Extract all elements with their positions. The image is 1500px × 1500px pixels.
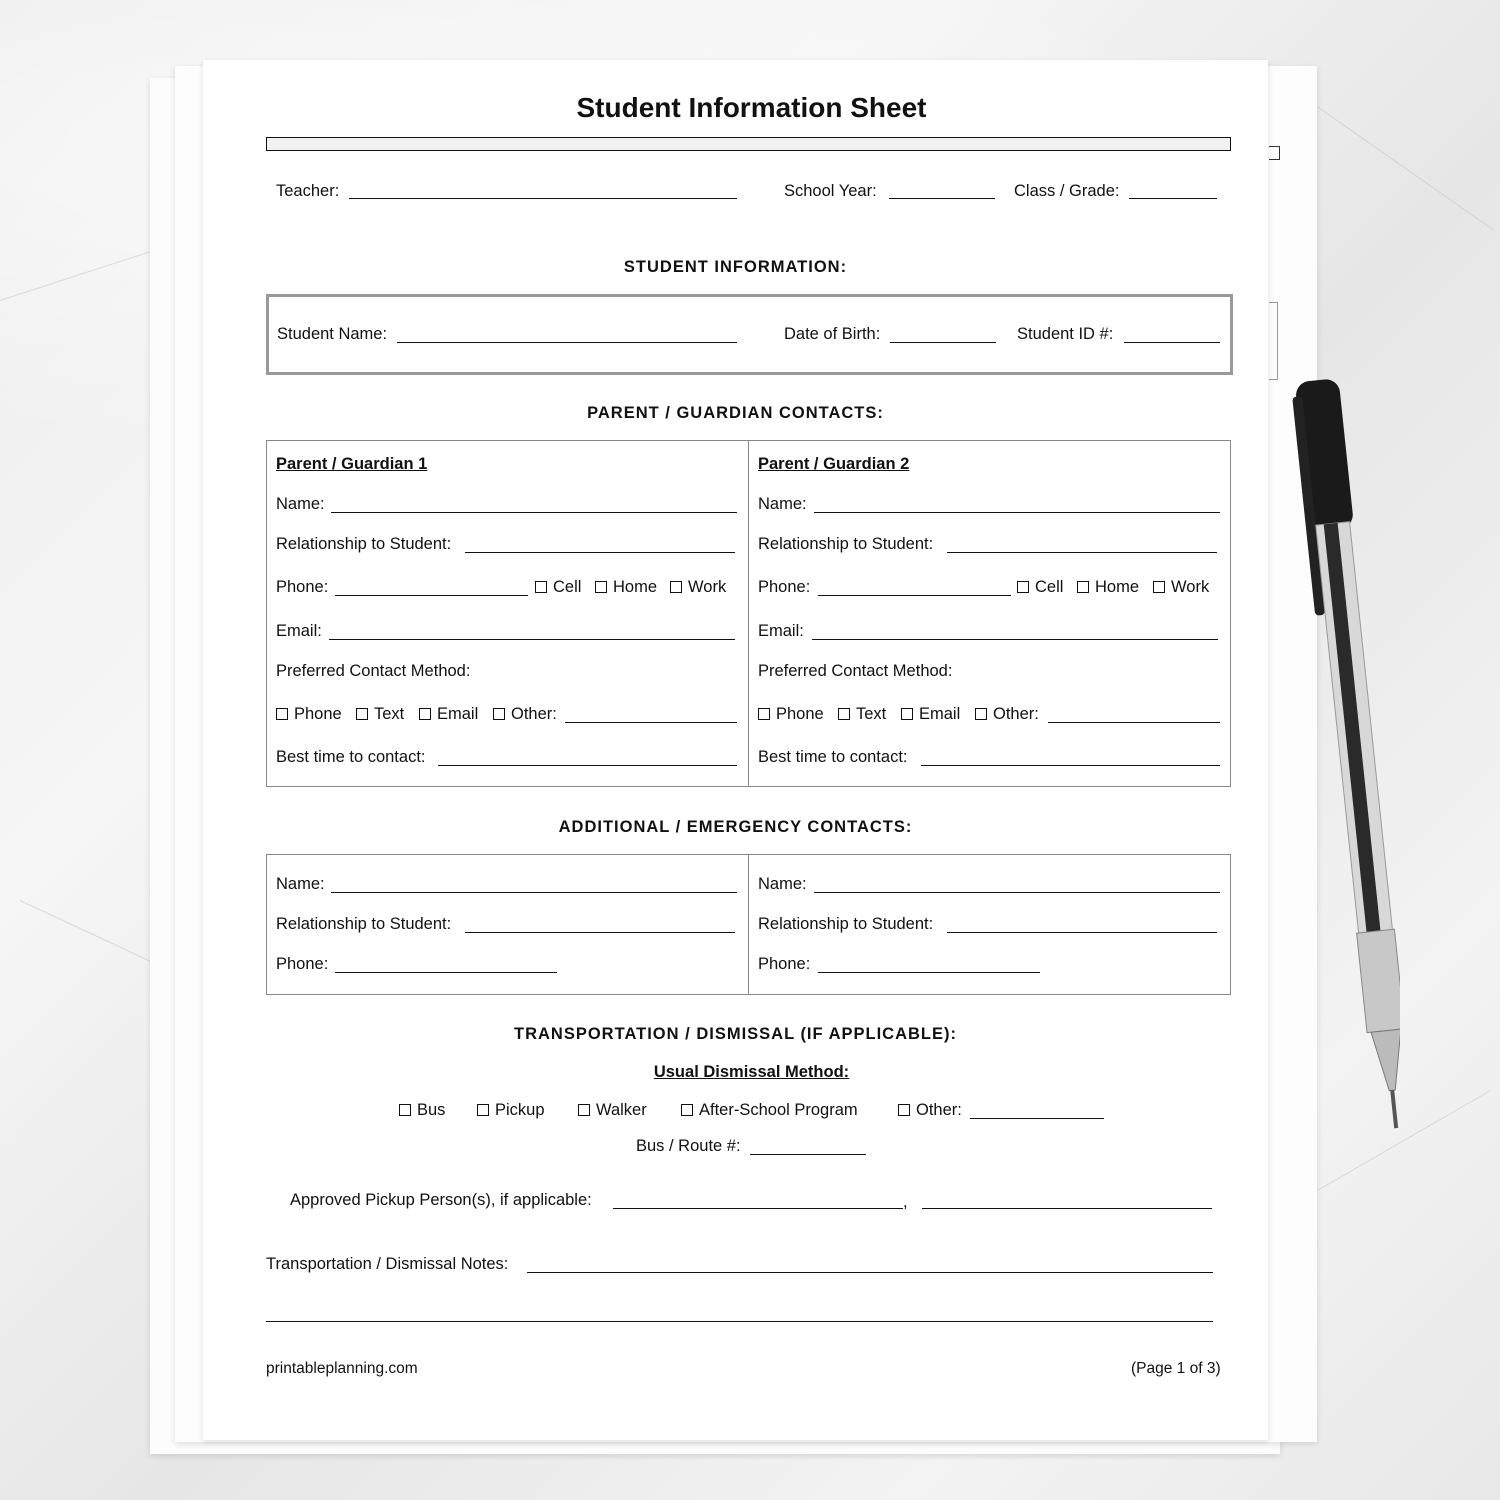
guardian-2-method-other[interactable]: Other: <box>975 705 1039 724</box>
notes-label: Transportation / Dismissal Notes: <box>266 1255 509 1273</box>
guardian-1-name-label: Name: <box>276 495 325 513</box>
checkbox[interactable] <box>493 708 505 720</box>
checkbox[interactable] <box>535 581 547 593</box>
checkbox[interactable] <box>901 708 913 720</box>
guardian-1-relationship-label: Relationship to Student: <box>276 535 452 553</box>
student-info-heading: STUDENT INFORMATION: <box>623 258 848 276</box>
checkbox[interactable] <box>838 708 850 720</box>
checkbox[interactable] <box>670 581 682 593</box>
page-title: Student Information Sheet <box>576 92 927 123</box>
checkbox[interactable] <box>975 708 987 720</box>
guardian-2-method-text[interactable]: Text <box>838 705 886 724</box>
checkbox[interactable] <box>419 708 431 720</box>
guardian-2-phone-label: Phone: <box>758 578 811 596</box>
guardian-1-email-label: Email: <box>276 622 322 640</box>
checkbox[interactable] <box>477 1104 489 1116</box>
guardian-1-method-email[interactable]: Email <box>419 705 478 724</box>
guardian-2-name-label: Name: <box>758 495 807 513</box>
emergency-2-phone-field[interactable] <box>818 972 1040 973</box>
guardian-1-method-text[interactable]: Text <box>356 705 404 724</box>
class-grade-label: Class / Grade: <box>1014 182 1120 200</box>
guardian-2-preferred-label: Preferred Contact Method: <box>758 662 953 680</box>
emergency-1-phone-label: Phone: <box>276 955 329 973</box>
school-year-label: School Year: <box>784 182 877 200</box>
checkbox[interactable] <box>1153 581 1165 593</box>
dob-label: Date of Birth: <box>784 325 881 343</box>
guardian-1-preferred-label: Preferred Contact Method: <box>276 662 471 680</box>
guardian-1-phone-label: Phone: <box>276 578 329 596</box>
checkbox[interactable] <box>595 581 607 593</box>
bus-route-label: Bus / Route #: <box>636 1137 741 1155</box>
guardian-2-work-option[interactable]: Work <box>1153 578 1209 597</box>
guardian-2-cell-option[interactable]: Cell <box>1017 578 1063 597</box>
information-sheet <box>203 60 1268 1440</box>
teacher-field[interactable] <box>349 198 737 199</box>
notes-field-2[interactable] <box>266 1321 1213 1322</box>
checkbox[interactable] <box>399 1104 411 1116</box>
guardian-2-other-field[interactable] <box>1048 722 1220 723</box>
dismissal-walker-option[interactable]: Walker <box>578 1101 647 1120</box>
title-bar <box>266 137 1231 151</box>
guardian-2-relationship-label: Relationship to Student: <box>758 535 934 553</box>
guardian-2-email-field[interactable] <box>812 639 1218 640</box>
transport-heading: TRANSPORTATION / DISMISSAL (IF APPLICABLE): <box>514 1025 957 1043</box>
parent-table <box>266 440 1231 787</box>
emergency-2-relationship-label: Relationship to Student: <box>758 915 934 933</box>
dismissal-bus-option[interactable]: Bus <box>399 1101 445 1120</box>
emergency-2-phone-label: Phone: <box>758 955 811 973</box>
guardian-2-best-time-field[interactable] <box>921 765 1220 766</box>
guardian-1-method-other[interactable]: Other: <box>493 705 557 724</box>
emergency-2-name-label: Name: <box>758 875 807 893</box>
dismissal-afterschool-option[interactable]: After-School Program <box>681 1101 858 1120</box>
notes-field-1[interactable] <box>527 1272 1213 1273</box>
checkbox[interactable] <box>758 708 770 720</box>
checkbox[interactable] <box>898 1104 910 1116</box>
guardian-1-email-field[interactable] <box>329 639 735 640</box>
dismissal-other-field[interactable] <box>970 1118 1104 1119</box>
dismissal-subheading: Usual Dismissal Method: <box>653 1063 850 1081</box>
guardian-1-name-field[interactable] <box>331 512 737 513</box>
checkbox[interactable] <box>276 708 288 720</box>
guardian-1-relationship-field[interactable] <box>465 552 735 553</box>
guardian-1-method-phone[interactable]: Phone <box>276 705 342 724</box>
pickup-label: Approved Pickup Person(s), if applicable: <box>290 1191 592 1209</box>
parent-heading: PARENT / GUARDIAN CONTACTS: <box>587 404 884 422</box>
checkbox[interactable] <box>1017 581 1029 593</box>
pen <box>1280 375 1400 1145</box>
guardian-2-title: Parent / Guardian 2 <box>758 455 910 473</box>
emergency-1-name-field[interactable] <box>331 892 737 893</box>
guardian-2-method-email[interactable]: Email <box>901 705 960 724</box>
guardian-2-best-time-label: Best time to contact: <box>758 748 908 766</box>
emergency-2-name-field[interactable] <box>814 892 1220 893</box>
guardian-2-name-field[interactable] <box>814 512 1220 513</box>
dismissal-other-option[interactable]: Other: <box>898 1101 962 1120</box>
student-id-label: Student ID #: <box>1017 325 1114 343</box>
guardian-1-work-option[interactable]: Work <box>670 578 726 597</box>
dismissal-pickup-option[interactable]: Pickup <box>477 1101 545 1120</box>
guardian-1-other-field[interactable] <box>565 722 737 723</box>
dob-field[interactable] <box>890 342 996 343</box>
bus-route-field[interactable] <box>750 1154 866 1155</box>
student-info-box <box>266 294 1233 375</box>
guardian-2-relationship-field[interactable] <box>947 552 1217 553</box>
column-divider <box>748 855 749 994</box>
checkbox[interactable] <box>356 708 368 720</box>
emergency-1-name-label: Name: <box>276 875 325 893</box>
footer-site: printableplanning.com <box>266 1360 418 1377</box>
student-name-label: Student Name: <box>277 325 388 343</box>
guardian-2-home-option[interactable]: Home <box>1077 578 1139 597</box>
emergency-2-relationship-field[interactable] <box>947 932 1217 933</box>
class-grade-field[interactable] <box>1129 198 1217 199</box>
guardian-2-phone-field[interactable] <box>818 595 1011 596</box>
student-id-field[interactable] <box>1124 342 1220 343</box>
guardian-2-method-phone[interactable]: Phone <box>758 705 824 724</box>
student-name-field[interactable] <box>397 342 737 343</box>
checkbox[interactable] <box>578 1104 590 1116</box>
emergency-heading: ADDITIONAL / EMERGENCY CONTACTS: <box>558 818 913 836</box>
emergency-1-phone-field[interactable] <box>335 972 557 973</box>
pickup-separator: , <box>903 1193 908 1211</box>
guardian-1-title: Parent / Guardian 1 <box>276 455 428 473</box>
emergency-table <box>266 854 1231 995</box>
guardian-1-phone-field[interactable] <box>335 595 528 596</box>
checkbox[interactable] <box>1077 581 1089 593</box>
guardian-1-best-time-label: Best time to contact: <box>276 748 426 766</box>
column-divider <box>748 441 749 786</box>
pickup-field-1[interactable] <box>613 1208 903 1209</box>
school-year-field[interactable] <box>889 198 995 199</box>
guardian-1-best-time-field[interactable] <box>438 765 737 766</box>
guardian-1-home-option[interactable]: Home <box>595 578 657 597</box>
emergency-1-relationship-label: Relationship to Student: <box>276 915 452 933</box>
guardian-1-cell-option[interactable]: Cell <box>535 578 581 597</box>
teacher-label: Teacher: <box>276 182 340 200</box>
guardian-2-email-label: Email: <box>758 622 804 640</box>
emergency-1-relationship-field[interactable] <box>465 932 735 933</box>
footer-page-number: (Page 1 of 3) <box>1131 1360 1221 1377</box>
pickup-field-2[interactable] <box>922 1208 1212 1209</box>
checkbox[interactable] <box>681 1104 693 1116</box>
